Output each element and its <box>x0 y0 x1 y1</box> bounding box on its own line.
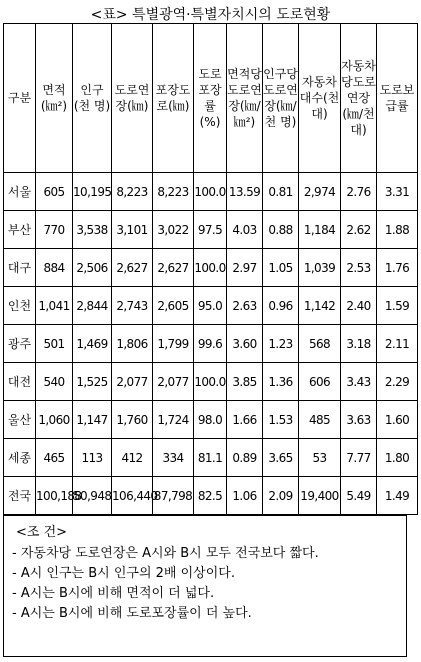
table-cell: 10,195 <box>73 173 112 211</box>
table-cell: 2,627 <box>112 249 153 287</box>
table-cell: 3.31 <box>377 173 418 211</box>
table-cell: 1.53 <box>263 401 299 439</box>
table-cell: 1,039 <box>299 249 341 287</box>
table-cell: 1,147 <box>73 401 112 439</box>
table-cell: 2.63 <box>227 287 263 325</box>
table-row <box>4 325 418 363</box>
table-cell: 99.6 <box>194 325 227 363</box>
table-cell: 3.85 <box>227 363 263 401</box>
table-cell: 1.36 <box>263 363 299 401</box>
table-cell: 1.23 <box>263 325 299 363</box>
table-cell: 95.0 <box>194 287 227 325</box>
table-cell: 1.80 <box>377 439 418 477</box>
table-cell: 2.40 <box>341 287 377 325</box>
table-cell: 113 <box>73 439 112 477</box>
table-cell: 3,022 <box>153 211 194 249</box>
table-cell: 82.5 <box>194 477 227 515</box>
region-cell: 대구 <box>4 249 36 287</box>
table-row <box>4 287 418 325</box>
table-cell: 0.89 <box>227 439 263 477</box>
table-row <box>4 439 418 477</box>
table-cell: 412 <box>112 439 153 477</box>
table-cell: 2.11 <box>377 325 418 363</box>
table-cell: 1.49 <box>377 477 418 515</box>
table-cell: 2,844 <box>73 287 112 325</box>
table-cell: 5.49 <box>341 477 377 515</box>
table-cell: 770 <box>36 211 73 249</box>
table-cell: 81.1 <box>194 439 227 477</box>
table-cell: 1.06 <box>227 477 263 515</box>
table-cell: 1.66 <box>227 401 263 439</box>
table-cell: 1,184 <box>299 211 341 249</box>
table-row <box>4 401 418 439</box>
table-cell: 1.59 <box>377 287 418 325</box>
table-cell: 100.0 <box>194 363 227 401</box>
table-cell: 53 <box>299 439 341 477</box>
table-cell: 8,223 <box>112 173 153 211</box>
table-cell: 1,041 <box>36 287 73 325</box>
table-row <box>4 477 418 515</box>
header-cell: 구분 <box>4 24 36 173</box>
table-cell: 3.60 <box>227 325 263 363</box>
header-cell: 도로연장(㎞) <box>112 24 153 173</box>
table-cell: 3,538 <box>73 211 112 249</box>
conditions-title: <조 건> <box>16 525 68 540</box>
region-cell: 대전 <box>4 363 36 401</box>
table-cell: 0.81 <box>263 173 299 211</box>
table-cell: 97.5 <box>194 211 227 249</box>
condition-item: - A시는 B시에 비해 면적이 더 넓다. <box>12 586 215 601</box>
table-cell: 1,060 <box>36 401 73 439</box>
table-row <box>4 363 418 401</box>
region-cell: 광주 <box>4 325 36 363</box>
table-cell: 19,400 <box>299 477 341 515</box>
table-cell: 2.09 <box>263 477 299 515</box>
header-cell: 자동차대수(천 대) <box>299 24 341 173</box>
conditions-box <box>3 515 407 657</box>
table-cell: 98.0 <box>194 401 227 439</box>
table-cell: 606 <box>299 363 341 401</box>
header-cell: 면적당도로연장(㎞/㎞²) <box>227 24 263 173</box>
table-cell: 2.29 <box>377 363 418 401</box>
table-cell: 465 <box>36 439 73 477</box>
condition-item: - A시 인구는 B시 인구의 2배 이상이다. <box>12 566 235 581</box>
table-cell: 1,469 <box>73 325 112 363</box>
header-cell: 인구당도로연장(㎞/천 명) <box>263 24 299 173</box>
condition-item: - 자동차당 도로연장은 A시와 B시 모두 전국보다 짧다. <box>12 546 319 561</box>
table-cell: 884 <box>36 249 73 287</box>
table-cell: 1,142 <box>299 287 341 325</box>
table-cell: 2.76 <box>341 173 377 211</box>
table-cell: 1,799 <box>153 325 194 363</box>
table-cell: 13.59 <box>227 173 263 211</box>
table-cell: 2,506 <box>73 249 112 287</box>
table-cell: 485 <box>299 401 341 439</box>
table-cell: 2,077 <box>112 363 153 401</box>
region-cell: 부산 <box>4 211 36 249</box>
table-cell: 1.88 <box>377 211 418 249</box>
table-cell: 106,440 <box>112 477 153 515</box>
table-cell: 87,798 <box>153 477 194 515</box>
table-cell: 1.60 <box>377 401 418 439</box>
table-cell: 501 <box>36 325 73 363</box>
header-cell: 자동차당도로연장(㎞/천 대) <box>341 24 377 173</box>
table-cell: 3.18 <box>341 325 377 363</box>
condition-item: - A시는 B시에 비해 도로포장률이 더 높다. <box>12 606 252 621</box>
table-cell: 540 <box>36 363 73 401</box>
table-row <box>4 211 418 249</box>
table-cell: 100,188 <box>36 477 73 515</box>
table-cell: 7.77 <box>341 439 377 477</box>
table-cell: 0.96 <box>263 287 299 325</box>
header-cell: 도로보급률 <box>377 24 418 173</box>
table-cell: 568 <box>299 325 341 363</box>
table-row <box>4 249 418 287</box>
header-row <box>4 24 418 173</box>
region-cell: 울산 <box>4 401 36 439</box>
table-cell: 100.0 <box>194 249 227 287</box>
table-cell: 3.63 <box>341 401 377 439</box>
table-cell: 2.62 <box>341 211 377 249</box>
region-cell: 전국 <box>4 477 36 515</box>
header-cell: 도로포장률(%) <box>194 24 227 173</box>
table-cell: 2,627 <box>153 249 194 287</box>
table-cell: 1.76 <box>377 249 418 287</box>
table-cell: 2,605 <box>153 287 194 325</box>
table-cell: 0.88 <box>263 211 299 249</box>
table-cell: 3.65 <box>263 439 299 477</box>
road-status-table <box>3 23 418 515</box>
table-cell: 605 <box>36 173 73 211</box>
table-cell: 50,948 <box>73 477 112 515</box>
table-row <box>4 173 418 211</box>
region-cell: 서울 <box>4 173 36 211</box>
table-cell: 1,806 <box>112 325 153 363</box>
table-cell: 334 <box>153 439 194 477</box>
table-cell: 3.43 <box>341 363 377 401</box>
header-cell: 포장도로(㎞) <box>153 24 194 173</box>
table-cell: 2.53 <box>341 249 377 287</box>
table-title: <표> 특별광역·특별자치시의 도로현황 <box>90 7 331 23</box>
table-cell: 8,223 <box>153 173 194 211</box>
table-cell: 1,760 <box>112 401 153 439</box>
table-cell: 2,974 <box>299 173 341 211</box>
table-cell: 2.97 <box>227 249 263 287</box>
table-cell: 2,743 <box>112 287 153 325</box>
table-cell: 1.05 <box>263 249 299 287</box>
table-cell: 1,525 <box>73 363 112 401</box>
region-cell: 인천 <box>4 287 36 325</box>
region-cell: 세종 <box>4 439 36 477</box>
table-cell: 4.03 <box>227 211 263 249</box>
table-cell: 100.0 <box>194 173 227 211</box>
table-cell: 3,101 <box>112 211 153 249</box>
table-cell: 2,077 <box>153 363 194 401</box>
header-cell: 인구(천 명) <box>73 24 112 173</box>
table-cell: 1,724 <box>153 401 194 439</box>
header-cell: 면적(㎞²) <box>36 24 73 173</box>
